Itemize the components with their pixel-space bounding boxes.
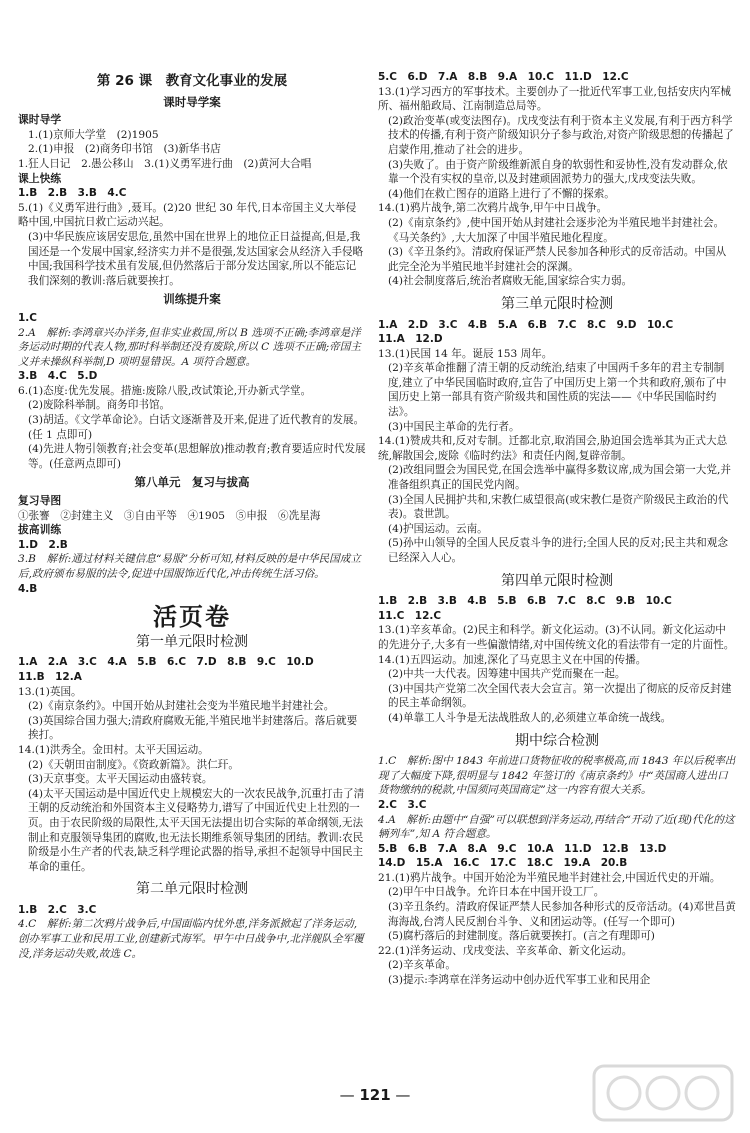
review-head: 复习导图: [18, 494, 62, 508]
answer-line: 13.(1)辛亥革命。(2)民主和科学。新文化运动。(3)不认同。新文化运动中的先进分子,大多有一些偏激情绪,对中国传统文化的看法带有一定的片面性。: [378, 624, 735, 651]
answer-line: (3)《辛丑条约》。清政府保证严禁人民参加各种形式的反帝活动。中国从此完全沦为半殖民地半封建社会的深渊。: [388, 246, 727, 273]
answer-line: (5)腐朽落后的封建制度。落后就要挨打。(言之有理即可): [388, 930, 655, 943]
answer-line: (3)天京事变。太平天国运动由盛转衰。: [28, 773, 213, 786]
answer-line: (3)胡适。《文学革命论》。白话文逐渐普及开来,促进了近代教育的发展。(任 1 点即可): [28, 414, 365, 441]
answer-line: (3)中国共产党第二次全国代表大会宣言。第一次提出了彻底的反帝反封建的民主革命纲领。: [388, 682, 732, 710]
answer-line: 4.C 解析:第二次鸦片战争后,中国面临内忧外患,洋务派掀起了洋务运动,创办军事工业和民用工业,创建新式海军。甲午中日战争中,北洋舰队全军覆没,洋务运动失败,故选 C。: [18, 918, 364, 960]
answer-line: 3.B 解析:通过材料关键信息“易服”分析可知,材料反映的是中华民国成立后,政府颁布易服的法令,促进中国服饰近代化,冲击传统生活习俗。: [18, 553, 361, 580]
watermark-logo-icon: [588, 1060, 738, 1126]
answer-line: (2)《南京条约》。中国开始从封建社会变为半殖民地半封建社会。: [28, 700, 335, 713]
unit2-title: 第二单元限时检测: [136, 881, 248, 898]
answer-line: (3)全国人民拥护共和,宋教仁威望很高(或宋教仁是资产阶级民主政治的代表)。袁世凯。: [388, 493, 729, 521]
unit3-title: 第三单元限时检测: [501, 295, 613, 312]
answer-line: 22.(1)洋务运动、戊戌变法、辛亥革命、新文化运动。: [378, 944, 633, 957]
answer-line: 14.D 15.A 16.C 17.C 18.C 19.A 20.B: [378, 857, 628, 870]
answer-line: 14.(1)鸦片战争,第二次鸦片战争,甲午中日战争。: [378, 202, 608, 215]
answer-line: (3)英国综合国力强大;清政府腐败无能,半殖民地半封建落后。落后就要挨打。: [28, 714, 358, 742]
answer-line: (3)中华民族应该居安思危,虽然中国在世界上的地位正日益提高,但是,我国还是一个发展中国家,经济实力并不是很强,发达国家会从经济入手侵略中国;我国科学技术虽有发展,但仍然落后于部分发达国家,所以不能忘记我们深刻的教训:落后就要挨打。: [28, 230, 364, 287]
answer-line: (2)政治变革(或变法图存)。戊戌变法有利于资本主义发展,有利于西方科学技术的传播,有利于资产阶级知识分子参与政治,对资产阶级思想的传播起了启蒙作用,推动了社会的进步。: [388, 114, 734, 156]
answer-line: (4)单靠工人斗争是无法战胜敌人的,必须建立革命统一战线。: [388, 711, 672, 724]
answer-line: (4)太平天国运动是中国近代史上规模宏大的一次农民战争,沉重打击了清王朝的反动统治和外国资本主义侵略势力,谱写了中国近代史上壮烈的一页。由于农民阶级的局限性,太平天国无法提出切合实际的革命纲领,无法制止和克服领导集团的腐败,也无法长期维系领导集团的团结。教训:农民阶级是小生产者的代表,缺乏科学理论武器的指导,承担不起领导中国民主革命的重任。: [28, 787, 365, 873]
answer-line: 2.(1)申报 (2)商务印书馆 (3)新华书店: [28, 143, 221, 156]
answer-line: (5)孙中山领导的全国人民反袁斗争的进行;全国人民的反对;民主共和观念已经深入人心。: [388, 537, 728, 564]
answer-line: 1.(1)京师大学堂 (2)1905: [28, 128, 159, 141]
unit4-title: 第四单元限时检测: [501, 572, 613, 589]
answer-line: 4.A 解析:由题中“自强”可以联想到洋务运动,再结合“开动了近(现)代化的这辆列车”,知 A 符合题意。: [378, 813, 735, 841]
advance-head: 拔高训练: [18, 523, 62, 537]
answer-line: 1.C 解析:图中 1843 年前进口货物征收的税率极高,而 1843 年以后税率出现了大幅度下降,很明显与 1842 年签订的《南京条约》中“英国商人进出口货物缴纳的税款,中国须同英国商定”这一内容有很大关系。: [378, 755, 736, 797]
answer-line: 1.D 2.B: [18, 538, 68, 551]
answer-line: (2)《南京条约》,使中国开始从封建社会逐步沦为半殖民地半封建社会。《马关条约》,大大加深了中国半殖民地化程度。: [388, 216, 725, 244]
answer-line: 1.B 2.B 3.B 4.C: [18, 187, 127, 200]
preview-title: 课时导学案: [163, 94, 221, 109]
train-title: 训练提升案: [163, 292, 221, 307]
answer-line: 11.A 12.D: [378, 333, 443, 346]
answer-line: 13.(1)英国。: [18, 685, 82, 698]
answer-line: 14.(1)洪秀全。金田村。太平天国运动。: [18, 743, 209, 756]
answer-line: 4.B: [18, 582, 38, 595]
answer-line: 2.C 3.C: [378, 798, 427, 811]
answer-line: (4)他们在救亡图存的道路上进行了不懈的探索。: [388, 187, 615, 200]
answer-line: (2)辛亥革命推翻了清王朝的反动统治,结束了中国两千多年的君主专制制度,建立了中华民国临时政府,宣告了中国历史上第一个共和政府,颁布了中国历史上第一部具有资产阶级共和国性质的宪法——《中华民国临时约法》。: [388, 362, 727, 419]
answer-line: 1.C: [18, 311, 38, 324]
unit8-title: 第八单元 复习与拔高: [134, 475, 250, 490]
answer-line: (4)先进人物引领教育;社会变革(思想解放)推动教育;教育要适应时代发展等。(任意两点即可): [28, 443, 366, 470]
answer-line: 1.狂人日记 2.愚公移山 3.(1)义勇军进行曲 (2)黄河大合唱: [18, 157, 312, 170]
unit1-title: 第一单元限时检测: [136, 633, 248, 650]
answer-line: 21.(1)鸦片战争。中国开始沦为半殖民地半封建社会,中国近代史的开端。: [378, 871, 721, 884]
answer-line: (3)提示:李鸿章在洋务运动中创办近代军事工业和民用企: [388, 974, 651, 987]
answer-line: 1.A 2.D 3.C 4.B 5.A 6.B 7.C 8.C 9.D 10.C: [378, 318, 674, 331]
answer-line: (2)辛亥革命。: [388, 959, 456, 972]
answer-line: (4)社会制度落后,统治者腐败无能,国家综合实力弱。: [388, 275, 633, 288]
page-number: — 121 —: [0, 1086, 750, 1104]
lesson-title: 第 26 课 教育文化事业的发展: [96, 73, 288, 89]
answer-line: 14.(1)五四运动。加速,深化了马克思主义在中国的传播。: [378, 653, 647, 666]
preview-head: 课时导学: [18, 113, 62, 127]
left-column: [18, 66, 366, 961]
answer-line: (3)辛丑条约。清政府保证严禁人民参加各种形式的反帝活动。(4)邓世昌黄海海战,台湾人民反割台斗争、义和团运动等。(任写一个即可): [388, 901, 736, 928]
answer-line: (2)改组同盟会为国民党,在国会选举中赢得多数议席,成为国会第一大党,并准备组织真正的国民党内阁。: [388, 464, 731, 492]
answer-line: 13.(1)民国 14 年。诞辰 153 周年。: [378, 347, 553, 360]
answer-line: 1.A 2.A 3.C 4.A 5.B 6.C 7.D 8.B 9.C 10.D: [18, 656, 314, 669]
answer-line: (4)护国运动。云南。: [388, 522, 488, 535]
answer-line: 14.(1)赞成共和,反对专制。迁都北京,取消国会,胁迫国会选举其为正式大总统,解散国会,废除《临时约法》和责任内阁,复辟帝制。: [378, 435, 728, 462]
answer-line: 3.B 4.C 5.D: [18, 370, 98, 383]
answer-line: 6.(1)态度:优先发展。措施:废除八股,改试策论,开办新式学堂。: [18, 384, 312, 397]
right-column: [378, 70, 736, 988]
answer-line: (3)中国民主革命的先行者。: [388, 420, 520, 433]
answer-line: 11.C 12.C: [378, 609, 442, 622]
answer-line: (2)中共一大代表。因筹建中国共产党而聚在一起。: [388, 668, 626, 681]
answer-line: (2)废除科举制。商务印书馆。: [28, 399, 171, 412]
midterm-title: 期中综合检测: [515, 732, 599, 749]
answer-line: 5.B 6.B 7.A 8.A 9.C 10.A 11.D 12.B 13.D: [378, 842, 667, 855]
answer-line: 2.A 解析:李鸿章兴办洋务,但非实业救国,所以 B 选项不正确;李鸿章是洋务运动时期的代表人物,那时科举制还没有废除,所以 C 选项不正确;帝国主义并未操纵科举制,D 项明显错误。A 项符合题意。: [18, 326, 361, 368]
loose-leaf-title: 活页卷: [153, 603, 231, 632]
answer-line: 11.B 12.A: [18, 670, 82, 683]
answer-line: (3)失败了。由于资产阶级维新派自身的软弱性和妥协性,没有发动群众,依靠一个没有实权的皇帝,以及封建顽固派势力的强大,戊戌变法失败。: [388, 158, 728, 186]
answer-line: (2)《天朝田亩制度》。《资政新篇》。洪仁玕。: [28, 758, 239, 771]
answer-line: 1.B 2.C 3.C: [18, 903, 97, 916]
answer-line: ①张謇 ②封建主义 ③自由平等 ④1905 ⑤申报 ⑥冼星海: [18, 509, 321, 522]
answer-line: 5.(1)《义勇军进行曲》,聂耳。(2)20 世纪 30 年代,日本帝国主义大举侵略中国,中国抗日救亡运动兴起。: [18, 201, 357, 229]
answer-line: (2)甲午中日战争。允许日本在中国开设工厂。: [388, 886, 605, 899]
answer-line: 13.(1)学习西方的军事技术。主要创办了一批近代军事工业,包括安庆内军械所、福州船政局、江南制造总局等。: [378, 85, 732, 113]
answer-line: 5.C 6.D 7.A 8.B 9.A 10.C 11.D 12.C: [378, 71, 629, 83]
answer-line: 1.B 2.B 3.B 4.B 5.B 6.B 7.C 8.C 9.B 10.C: [378, 595, 672, 608]
quick-head: 课上快练: [18, 171, 62, 185]
